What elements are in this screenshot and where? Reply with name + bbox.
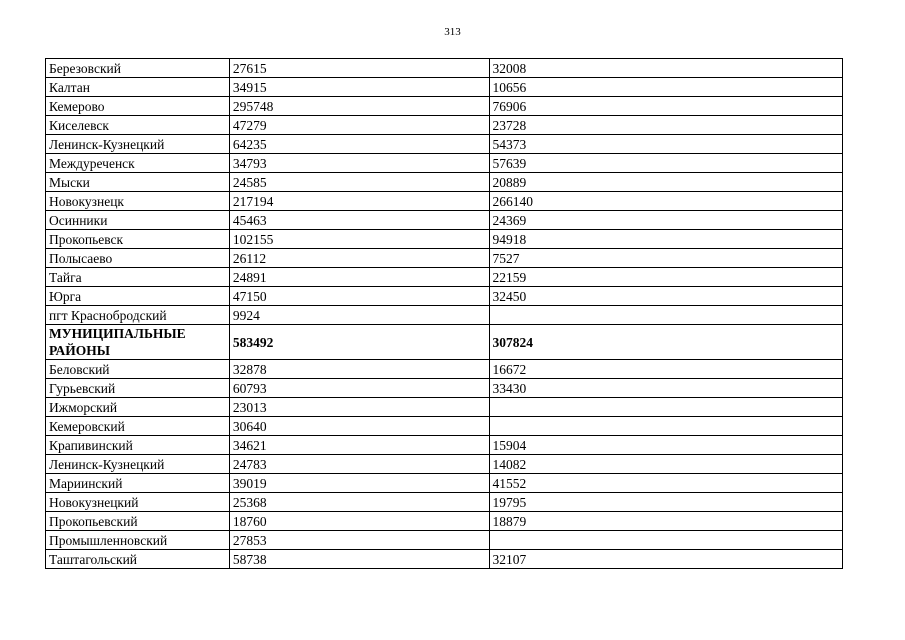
cell-territory-name: Калтан <box>46 78 230 97</box>
cell-value-2: 32107 <box>489 550 842 569</box>
cell-value-1: 30640 <box>229 417 489 436</box>
cell-territory-name: Промышленновский <box>46 531 230 550</box>
cell-value-1: 34915 <box>229 78 489 97</box>
cell-value-2: 76906 <box>489 97 842 116</box>
page-number: 313 <box>444 26 461 38</box>
table-row <box>46 211 843 230</box>
cell-territory-name: Кемеровский <box>46 417 230 436</box>
table-row <box>46 287 843 306</box>
cell-value-1: 102155 <box>229 230 489 249</box>
cell-value-2: 7527 <box>489 249 842 268</box>
cell-value-1: 45463 <box>229 211 489 230</box>
data-table <box>45 58 843 569</box>
cell-value-1: 217194 <box>229 192 489 211</box>
cell-value-2: 266140 <box>489 192 842 211</box>
cell-value-2: 307824 <box>489 325 842 360</box>
cell-value-1: 60793 <box>229 379 489 398</box>
cell-value-2: 41552 <box>489 474 842 493</box>
cell-value-2: 57639 <box>489 154 842 173</box>
cell-value-1: 39019 <box>229 474 489 493</box>
cell-value-2: 23728 <box>489 116 842 135</box>
cell-value-2: 33430 <box>489 379 842 398</box>
cell-value-2 <box>489 398 842 417</box>
table-row <box>46 417 843 436</box>
cell-territory-name: Беловский <box>46 360 230 379</box>
cell-territory-name: Березовский <box>46 59 230 78</box>
cell-territory-name: Прокопьевск <box>46 230 230 249</box>
table-row <box>46 78 843 97</box>
cell-territory-name: Крапивинский <box>46 436 230 455</box>
cell-value-1: 24585 <box>229 173 489 192</box>
table-row <box>46 398 843 417</box>
table-row <box>46 59 843 78</box>
table-body <box>46 59 843 569</box>
cell-territory-name: Междуреченск <box>46 154 230 173</box>
table-row <box>46 436 843 455</box>
table-row <box>46 550 843 569</box>
cell-territory-name: Мариинский <box>46 474 230 493</box>
cell-territory-name: Полысаево <box>46 249 230 268</box>
cell-territory-name: Тайга <box>46 268 230 287</box>
cell-value-1: 27853 <box>229 531 489 550</box>
cell-value-1: 47150 <box>229 287 489 306</box>
cell-value-1: 58738 <box>229 550 489 569</box>
cell-value-2: 32450 <box>489 287 842 306</box>
cell-territory-name: пгт Краснобродский <box>46 306 230 325</box>
table-row <box>46 360 843 379</box>
cell-value-2 <box>489 306 842 325</box>
table-row <box>46 173 843 192</box>
cell-value-1: 27615 <box>229 59 489 78</box>
table-row <box>46 268 843 287</box>
cell-territory-name: Ижморский <box>46 398 230 417</box>
cell-value-1: 47279 <box>229 116 489 135</box>
cell-value-2: 20889 <box>489 173 842 192</box>
cell-value-1: 64235 <box>229 135 489 154</box>
cell-value-2: 54373 <box>489 135 842 154</box>
cell-value-2 <box>489 417 842 436</box>
cell-territory-name: Таштагольский <box>46 550 230 569</box>
cell-value-1: 583492 <box>229 325 489 360</box>
cell-territory-name: Ленинск-Кузнецкий <box>46 135 230 154</box>
table-row <box>46 97 843 116</box>
table-row <box>46 474 843 493</box>
cell-value-2: 15904 <box>489 436 842 455</box>
table-row <box>46 154 843 173</box>
cell-value-2: 10656 <box>489 78 842 97</box>
table-row <box>46 249 843 268</box>
table-row <box>46 379 843 398</box>
cell-territory-name: Новокузнецк <box>46 192 230 211</box>
cell-territory-name: Гурьевский <box>46 379 230 398</box>
cell-territory-name: МУНИЦИПАЛЬНЫЕ РАЙОНЫ <box>46 325 230 360</box>
cell-value-2: 14082 <box>489 455 842 474</box>
cell-value-2: 32008 <box>489 59 842 78</box>
cell-value-2 <box>489 531 842 550</box>
table-row <box>46 192 843 211</box>
cell-value-2: 24369 <box>489 211 842 230</box>
cell-value-1: 34621 <box>229 436 489 455</box>
cell-value-1: 9924 <box>229 306 489 325</box>
table-row <box>46 512 843 531</box>
section-header-row <box>46 325 843 360</box>
cell-territory-name: Киселевск <box>46 116 230 135</box>
cell-value-2: 18879 <box>489 512 842 531</box>
cell-value-1: 18760 <box>229 512 489 531</box>
table-row <box>46 455 843 474</box>
table-row <box>46 493 843 512</box>
cell-value-1: 24891 <box>229 268 489 287</box>
cell-value-2: 19795 <box>489 493 842 512</box>
cell-value-1: 295748 <box>229 97 489 116</box>
cell-value-1: 34793 <box>229 154 489 173</box>
cell-value-1: 26112 <box>229 249 489 268</box>
cell-territory-name: Осинники <box>46 211 230 230</box>
cell-value-1: 24783 <box>229 455 489 474</box>
table-row <box>46 531 843 550</box>
cell-territory-name: Новокузнецкий <box>46 493 230 512</box>
table-row <box>46 230 843 249</box>
table-row <box>46 116 843 135</box>
cell-territory-name: Юрга <box>46 287 230 306</box>
cell-value-2: 22159 <box>489 268 842 287</box>
cell-value-2: 94918 <box>489 230 842 249</box>
cell-territory-name: Прокопьевский <box>46 512 230 531</box>
cell-territory-name: Мыски <box>46 173 230 192</box>
cell-value-1: 23013 <box>229 398 489 417</box>
cell-territory-name: Ленинск-Кузнецкий <box>46 455 230 474</box>
cell-value-1: 25368 <box>229 493 489 512</box>
table-row <box>46 135 843 154</box>
cell-value-2: 16672 <box>489 360 842 379</box>
table-row <box>46 306 843 325</box>
cell-territory-name: Кемерово <box>46 97 230 116</box>
cell-value-1: 32878 <box>229 360 489 379</box>
